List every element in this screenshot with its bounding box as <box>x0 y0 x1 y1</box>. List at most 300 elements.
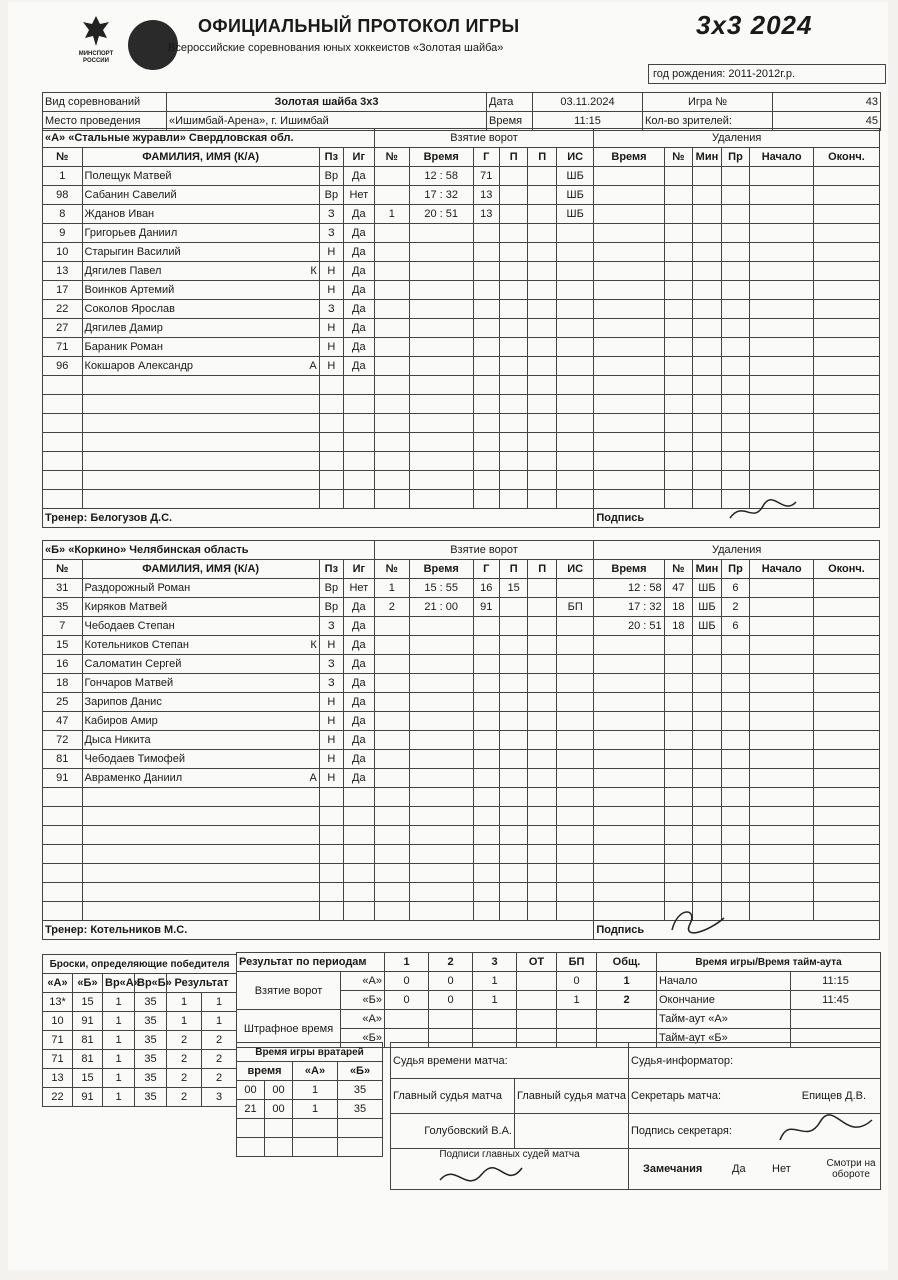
type-value: Золотая шайба 3x3 <box>167 93 487 112</box>
player-number <box>43 807 83 826</box>
penalty-start <box>750 693 814 712</box>
goals-title: Взятие ворот <box>374 129 594 148</box>
penalty-end <box>813 167 879 186</box>
table-row <box>43 845 880 864</box>
goal-situation <box>556 864 593 883</box>
remarks-label: Замечания <box>643 1163 703 1175</box>
protocol-sheet <box>8 2 888 1270</box>
player-plays <box>343 845 374 864</box>
player-role: А <box>309 360 317 372</box>
period-goal-a: 0 <box>429 972 473 991</box>
penalty-end <box>813 655 879 674</box>
penalty-min <box>693 433 722 452</box>
table-row <box>43 750 880 769</box>
info-table <box>42 92 881 131</box>
player-number <box>43 788 83 807</box>
shootout-cell: 3 <box>202 1088 237 1107</box>
table-row <box>43 1069 237 1088</box>
table-row <box>43 693 880 712</box>
penalty-end <box>813 845 879 864</box>
penalty-start <box>750 471 814 490</box>
venue-label: Место проведения <box>43 112 167 131</box>
penalty-min <box>693 262 722 281</box>
goal-scorer <box>473 883 499 902</box>
periods-table <box>236 952 657 1048</box>
period-goal-b: 0 <box>385 991 429 1010</box>
penalty-player <box>664 338 693 357</box>
table-row <box>43 1031 237 1050</box>
player-number: 81 <box>43 750 83 769</box>
penalty-start <box>750 224 814 243</box>
penalty-reason <box>721 750 750 769</box>
penalty-end <box>813 750 879 769</box>
timing-start-label: Начало <box>657 972 791 991</box>
penalty-minutes: 20 <box>627 620 641 632</box>
event-logo: 3x3 2024 <box>696 10 813 40</box>
shootout-cell: 15 <box>73 1069 103 1088</box>
remarks-yes: Да <box>732 1163 746 1175</box>
table-row <box>43 993 237 1012</box>
goal-scorer: 16 <box>473 579 499 598</box>
penalty-min <box>693 655 722 674</box>
goal-number <box>374 490 409 509</box>
goal-number <box>374 826 409 845</box>
table-row <box>43 395 880 414</box>
penalty-minutes: 12 <box>627 582 641 594</box>
penalty-start <box>750 864 814 883</box>
column-header: № <box>43 560 83 579</box>
player-position: Вр <box>319 167 343 186</box>
player-position: Н <box>319 357 343 376</box>
period-goal-b <box>517 991 557 1010</box>
goal-assist-1 <box>499 281 528 300</box>
team-title: «А» «Стальные журавли» Свердловская обл. <box>43 129 375 148</box>
goal-situation <box>556 883 593 902</box>
player-plays: Нет <box>343 186 374 205</box>
player-plays: Нет <box>343 579 374 598</box>
penalty-start <box>750 338 814 357</box>
goal-assist-2 <box>528 357 557 376</box>
penalty-end <box>813 693 879 712</box>
penalty-player <box>664 490 693 509</box>
goal-assist-2 <box>528 395 557 414</box>
player-name: Воинков Артемий <box>84 284 175 296</box>
player-plays <box>343 807 374 826</box>
penalty-reason <box>721 471 750 490</box>
player-plays: Да <box>343 205 374 224</box>
penalty-player <box>664 471 693 490</box>
column-header: № <box>664 560 693 579</box>
goal-minutes: 20 <box>424 208 437 220</box>
penalty-start <box>750 281 814 300</box>
shootout-cell: 1 <box>103 1012 135 1031</box>
shootout-cell: 35 <box>135 1069 167 1088</box>
table-row <box>43 433 880 452</box>
type-label: Вид соревнований <box>43 93 167 112</box>
penalty-end <box>813 319 879 338</box>
goal-scorer <box>473 636 499 655</box>
goal-assist-2 <box>528 712 557 731</box>
penalty-player <box>664 731 693 750</box>
goal-number <box>374 845 409 864</box>
goal-number <box>374 224 409 243</box>
goal-seconds: 58 <box>445 170 459 182</box>
goal-scorer <box>473 655 499 674</box>
goalies-header: «А» <box>293 1062 338 1081</box>
goal-number <box>374 338 409 357</box>
goal-assist-1 <box>499 712 528 731</box>
penalty-reason <box>721 357 750 376</box>
table-row: 98 Сабанин Савелий Вр Нет 17 : 32 13 ШБ <box>43 186 880 205</box>
main-referee-2: Главный судья матча <box>515 1079 629 1114</box>
goalies-header: время <box>237 1062 293 1081</box>
column-header: Начало <box>750 148 814 167</box>
column-header: ИС <box>556 560 593 579</box>
goal-situation <box>556 693 593 712</box>
periods-goals-label: Взятие ворот <box>237 972 341 1010</box>
column-header: П <box>528 148 557 167</box>
player-number: 27 <box>43 319 83 338</box>
player-number: 18 <box>43 674 83 693</box>
shootout-cell: 81 <box>73 1050 103 1069</box>
penalty-player: 47 <box>664 579 693 598</box>
penalty-reason <box>721 167 750 186</box>
penalty-start <box>750 357 814 376</box>
penalty-min <box>693 167 722 186</box>
shootout-header: Результат <box>167 974 237 993</box>
player-plays: Да <box>343 655 374 674</box>
table-row <box>43 1012 237 1031</box>
penalty-min <box>693 788 722 807</box>
player-plays: Да <box>343 769 374 788</box>
coach-label: Тренер: <box>45 924 88 936</box>
goal-assist-1 <box>499 167 528 186</box>
goal-scorer <box>473 864 499 883</box>
coach-name: Белогузов Д.С. <box>90 512 173 524</box>
table-row: 35 Киряков Матвей Вр Да 2 21 : 00 91 БП 17 : 32 18 ШБ 2 <box>43 598 880 617</box>
player-position: Вр <box>319 579 343 598</box>
shootout-cell: 1 <box>202 1012 237 1031</box>
goal-assist-2 <box>528 281 557 300</box>
goal-assist-1 <box>499 636 528 655</box>
player-position: Н <box>319 731 343 750</box>
penalty-min <box>693 395 722 414</box>
player-position <box>319 452 343 471</box>
period-col: 3 <box>473 953 517 972</box>
goal-scorer: 71 <box>473 167 499 186</box>
venue-value: «Ишимбай-Арена», г. Ишимбай <box>167 112 487 131</box>
penalty-end <box>813 357 879 376</box>
player-plays <box>343 376 374 395</box>
goal-situation <box>556 674 593 693</box>
penalty-reason <box>721 693 750 712</box>
goal-situation: ШБ <box>556 186 593 205</box>
shootout-cell: 71 <box>43 1031 73 1050</box>
player-plays: Да <box>343 319 374 338</box>
player-plays: Да <box>343 636 374 655</box>
penalties-title: Удаления <box>594 129 880 148</box>
goal-number <box>374 750 409 769</box>
period-goal-b: 0 <box>429 991 473 1010</box>
shootout-cell: 2 <box>202 1031 237 1050</box>
column-header: Пз <box>319 148 343 167</box>
table-row: 1 Полещук Матвей Вр Да 12 : 58 71 ШБ <box>43 167 880 186</box>
goal-assist-2 <box>528 769 557 788</box>
table-row <box>43 883 880 902</box>
player-name: Зарипов Данис <box>84 696 162 708</box>
penalty-start <box>750 167 814 186</box>
penalty-start <box>750 205 814 224</box>
penalty-player <box>664 864 693 883</box>
goal-number <box>374 731 409 750</box>
coach-label: Тренер: <box>45 512 88 524</box>
goal-number <box>374 300 409 319</box>
player-position <box>319 490 343 509</box>
player-position: З <box>319 300 343 319</box>
penalty-min <box>693 712 722 731</box>
penalty-start <box>750 395 814 414</box>
table-row <box>43 788 880 807</box>
penalty-reason <box>721 788 750 807</box>
goal-scorer <box>473 693 499 712</box>
goal-situation <box>556 357 593 376</box>
period-col: БП <box>557 953 597 972</box>
penalty-end <box>813 414 879 433</box>
goal-assist-1 <box>499 357 528 376</box>
goal-scorer <box>473 376 499 395</box>
penalty-min: ШБ <box>693 579 722 598</box>
goalies-table <box>236 1042 383 1157</box>
shootout-header: Вр«Б» <box>135 974 167 993</box>
goal-number <box>374 674 409 693</box>
goalie-time: 00 <box>265 1081 293 1100</box>
shootout-cell: 2 <box>167 1069 202 1088</box>
penalty-end <box>813 376 879 395</box>
penalty-seconds: 51 <box>649 620 662 632</box>
penalty-end <box>813 826 879 845</box>
player-plays: Да <box>343 167 374 186</box>
goal-situation <box>556 807 593 826</box>
penalty-start <box>750 655 814 674</box>
penalty-min <box>693 452 722 471</box>
player-number <box>43 414 83 433</box>
column-header: Время <box>594 148 664 167</box>
column-header: Время <box>594 560 664 579</box>
penalty-start <box>750 433 814 452</box>
periods-team-a: «А» <box>341 972 385 991</box>
penalty-player <box>664 452 693 471</box>
timeout-b-label: Тайм-аут «Б» <box>657 1029 791 1048</box>
penalty-start <box>750 243 814 262</box>
goal-assist-1 <box>499 655 528 674</box>
table-row <box>43 655 880 674</box>
goal-scorer <box>473 731 499 750</box>
player-name: Полещук Матвей <box>84 170 172 182</box>
remarks-no: Нет <box>772 1163 791 1175</box>
goal-assist-2 <box>528 205 557 224</box>
shootout-header: Вр«А» <box>103 974 135 993</box>
penalty-min <box>693 471 722 490</box>
penalty-end <box>813 224 879 243</box>
table-row <box>43 769 880 788</box>
goal-scorer <box>473 845 499 864</box>
penalty-end <box>813 674 879 693</box>
shootout-cell: 1 <box>202 993 237 1012</box>
goal-situation <box>556 769 593 788</box>
player-name: Кабиров Амир <box>84 715 158 727</box>
penalty-start <box>750 376 814 395</box>
date-label: Дата <box>487 93 533 112</box>
goal-situation <box>556 243 593 262</box>
penalty-minutes: 17 <box>627 601 641 613</box>
player-position <box>319 845 343 864</box>
goal-number <box>374 712 409 731</box>
goal-assist-2 <box>528 471 557 490</box>
timing-end-label: Окончание <box>657 991 791 1010</box>
goal-assist-1 <box>499 433 528 452</box>
player-number <box>43 395 83 414</box>
spectators-label: Кол-во зрителей: <box>643 112 773 131</box>
penalty-min <box>693 414 722 433</box>
eagle-icon <box>81 14 111 48</box>
player-plays: Да <box>343 598 374 617</box>
goalie-a: 1 <box>293 1081 338 1100</box>
penalty-end <box>813 433 879 452</box>
penalty-player <box>664 788 693 807</box>
player-position: Н <box>319 712 343 731</box>
goal-assist-2 <box>528 750 557 769</box>
goal-seconds: 55 <box>445 582 459 594</box>
goal-number <box>374 262 409 281</box>
table-row <box>43 712 880 731</box>
goal-situation <box>556 617 593 636</box>
goal-number <box>374 167 409 186</box>
periods-team-a: «А» <box>341 1010 385 1029</box>
player-number <box>43 471 83 490</box>
penalty-end <box>813 807 879 826</box>
penalty-reason <box>721 414 750 433</box>
period-goal-a <box>517 972 557 991</box>
column-header: № <box>374 148 409 167</box>
shootout-cell: 1 <box>103 1031 135 1050</box>
player-position <box>319 883 343 902</box>
player-position: Н <box>319 636 343 655</box>
goalie-b: 35 <box>338 1100 383 1119</box>
goal-scorer <box>473 807 499 826</box>
penalty-min <box>693 186 722 205</box>
column-header: Мин <box>693 148 722 167</box>
penalty-start <box>750 750 814 769</box>
goal-situation <box>556 395 593 414</box>
goal-situation <box>556 281 593 300</box>
player-number: 22 <box>43 300 83 319</box>
penalty-start <box>750 902 814 921</box>
signature-scribble <box>668 904 728 936</box>
penalty-min <box>693 845 722 864</box>
player-position: З <box>319 674 343 693</box>
column-header: ИС <box>556 148 593 167</box>
penalty-reason <box>721 826 750 845</box>
shootout-cell: 35 <box>135 993 167 1012</box>
goalies-title: Время игры вратарей <box>237 1043 383 1062</box>
penalty-start <box>750 579 814 598</box>
table-row <box>43 864 880 883</box>
player-plays <box>343 452 374 471</box>
penalty-end <box>813 579 879 598</box>
penalty-player <box>664 883 693 902</box>
penalty-reason <box>721 224 750 243</box>
column-header: № <box>664 148 693 167</box>
penalty-min <box>693 319 722 338</box>
goal-number: 1 <box>374 579 409 598</box>
goal-number <box>374 395 409 414</box>
player-name: Соколов Ярослав <box>84 303 176 315</box>
penalty-reason <box>721 712 750 731</box>
shootout-cell: 10 <box>43 1012 73 1031</box>
goal-assist-1 <box>499 205 528 224</box>
goal-assist-2 <box>528 167 557 186</box>
goal-assist-1 <box>499 731 528 750</box>
shootout-cell: 1 <box>103 1088 135 1107</box>
goal-scorer <box>473 471 499 490</box>
penalty-min <box>693 357 722 376</box>
spectators-value: 45 <box>773 112 881 131</box>
penalty-end <box>813 902 879 921</box>
goal-assist-2 <box>528 414 557 433</box>
player-plays <box>343 490 374 509</box>
column-header: Время <box>409 560 473 579</box>
goal-assist-1 <box>499 769 528 788</box>
penalty-min <box>693 376 722 395</box>
penalty-reason <box>721 883 750 902</box>
goal-situation <box>556 845 593 864</box>
goal-scorer <box>473 452 499 471</box>
player-position: Н <box>319 262 343 281</box>
table-row <box>43 471 880 490</box>
goal-scorer <box>473 433 499 452</box>
goal-number <box>374 319 409 338</box>
goal-assist-1 <box>499 262 528 281</box>
goal-scorer <box>473 357 499 376</box>
player-name: Старыгин Василий <box>84 246 181 258</box>
penalty-start <box>750 414 814 433</box>
player-plays: Да <box>343 750 374 769</box>
penalty-player <box>664 693 693 712</box>
penalty-player <box>664 205 693 224</box>
page-title: ОФИЦИАЛЬНЫЙ ПРОТОКОЛ ИГРЫ <box>198 16 520 36</box>
penalty-reason <box>721 319 750 338</box>
minsport-logo <box>74 14 118 70</box>
goal-number <box>374 452 409 471</box>
player-position <box>319 414 343 433</box>
goal-number <box>374 693 409 712</box>
penalty-min <box>693 883 722 902</box>
goalie-time: 00 <box>265 1100 293 1119</box>
goal-number <box>374 471 409 490</box>
goal-situation: ШБ <box>556 167 593 186</box>
goal-assist-2 <box>528 490 557 509</box>
column-header: Мин <box>693 560 722 579</box>
penalty-reason: 2 <box>721 598 750 617</box>
goal-seconds: 32 <box>445 189 459 201</box>
table-row <box>43 262 880 281</box>
penalty-end <box>813 731 879 750</box>
player-number: 31 <box>43 579 83 598</box>
penalty-end <box>813 636 879 655</box>
timeout-a-label: Тайм-аут «А» <box>657 1010 791 1029</box>
ministry-label: МИНСПОРТ РОССИИ <box>78 51 114 64</box>
table-row <box>43 300 880 319</box>
